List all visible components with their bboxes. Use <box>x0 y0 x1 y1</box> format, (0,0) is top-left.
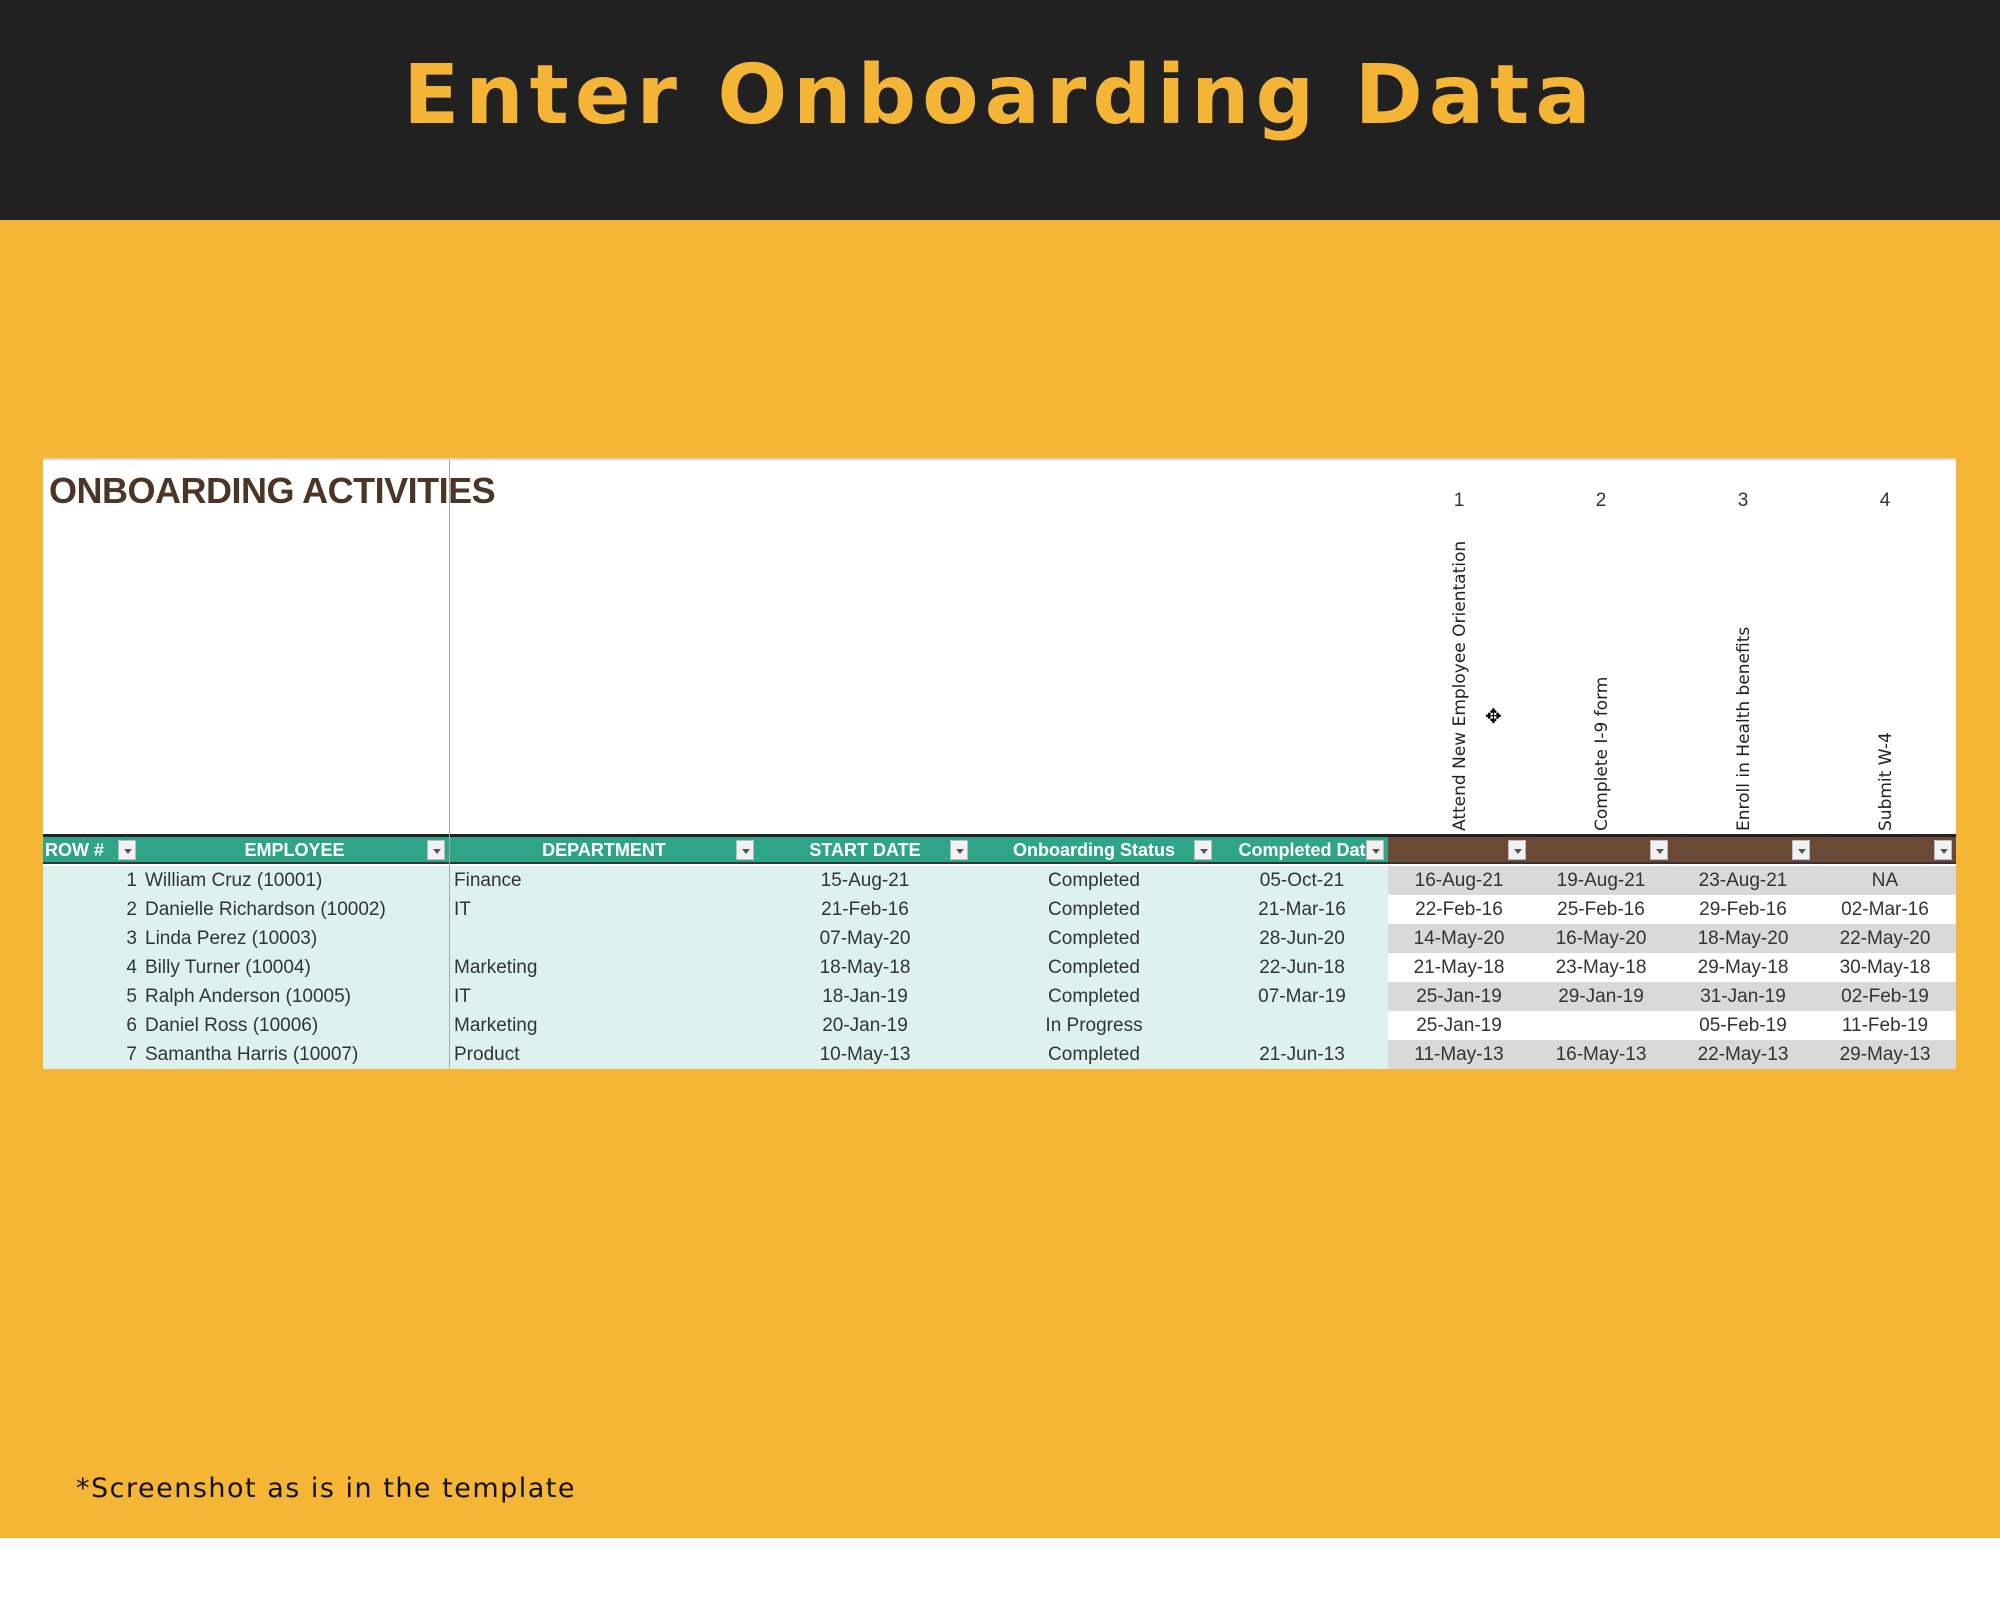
header-activity-2[interactable] <box>1530 834 1672 864</box>
filter-dropdown-icon[interactable] <box>1792 840 1810 860</box>
employee-cell[interactable]: Danielle Richardson (10002) <box>137 895 449 924</box>
footnote: *Screenshot as is in the template <box>76 1473 577 1504</box>
filter-dropdown-icon[interactable] <box>1366 840 1384 860</box>
filter-dropdown-icon[interactable] <box>1934 840 1952 860</box>
activity-label: Complete I-9 form <box>1592 676 1612 831</box>
activity-date-cell[interactable]: 31-Jan-19 <box>1672 982 1814 1011</box>
row-number-cell[interactable]: 5 <box>43 982 137 1011</box>
activity-date-cell[interactable]: 29-Jan-19 <box>1530 982 1672 1011</box>
activity-date-cell[interactable] <box>1530 1011 1672 1040</box>
activity-date-cell[interactable]: 22-May-13 <box>1672 1040 1814 1069</box>
header-activity-4[interactable] <box>1814 834 1956 864</box>
department-cell[interactable]: Product <box>450 1040 758 1069</box>
row-number-cell[interactable]: 3 <box>43 924 137 953</box>
employee-cell[interactable]: William Cruz (10001) <box>137 866 449 895</box>
header-activity-3[interactable] <box>1672 834 1814 864</box>
spreadsheet <box>43 458 1956 1067</box>
status-cell[interactable]: Completed <box>972 953 1216 982</box>
activity-date-cell[interactable]: 11-May-13 <box>1388 1040 1530 1069</box>
header-label: Onboarding Status <box>1013 840 1175 860</box>
filter-dropdown-icon[interactable] <box>1508 840 1526 860</box>
status-cell[interactable]: Completed <box>972 982 1216 1011</box>
filter-dropdown-icon[interactable] <box>427 840 445 860</box>
table-row <box>43 982 1956 1011</box>
activity-number: 1 <box>1453 490 1465 511</box>
row-number-cell[interactable]: 2 <box>43 895 137 924</box>
completed-date-cell[interactable]: 07-Mar-19 <box>1216 982 1388 1011</box>
completed-date-cell[interactable]: 21-Jun-13 <box>1216 1040 1388 1069</box>
employee-cell[interactable]: Ralph Anderson (10005) <box>137 982 449 1011</box>
department-cell[interactable]: Marketing <box>450 1011 758 1040</box>
start-date-cell[interactable]: 18-May-18 <box>758 953 972 982</box>
header-employee[interactable] <box>140 834 449 864</box>
filter-dropdown-icon[interactable] <box>1650 840 1668 860</box>
header-label: EMPLOYEE <box>244 840 345 860</box>
start-date-cell[interactable]: 21-Feb-16 <box>758 895 972 924</box>
activity-date-cell[interactable]: 16-May-20 <box>1530 924 1672 953</box>
start-date-cell[interactable]: 15-Aug-21 <box>758 866 972 895</box>
activity-date-cell[interactable]: 29-May-13 <box>1814 1040 1956 1069</box>
status-cell[interactable]: Completed <box>972 924 1216 953</box>
activity-number: 3 <box>1737 490 1749 511</box>
header-completed-date[interactable] <box>1216 834 1388 864</box>
filter-dropdown-icon[interactable] <box>1194 840 1212 860</box>
start-date-cell[interactable]: 10-May-13 <box>758 1040 972 1069</box>
activity-date-cell[interactable]: 02-Feb-19 <box>1814 982 1956 1011</box>
row-number-cell[interactable]: 6 <box>43 1011 137 1040</box>
activity-date-cell[interactable]: 14-May-20 <box>1388 924 1530 953</box>
sheet-title: ONBOARDING ACTIVITIES <box>49 470 496 511</box>
employee-cell[interactable]: Samantha Harris (10007) <box>137 1040 449 1069</box>
activity-label: Enroll in Health benefits <box>1734 626 1754 831</box>
filter-dropdown-icon[interactable] <box>950 840 968 860</box>
activity-date-cell[interactable]: 19-Aug-21 <box>1530 866 1672 895</box>
start-date-cell[interactable]: 18-Jan-19 <box>758 982 972 1011</box>
employee-cell[interactable]: Daniel Ross (10006) <box>137 1011 449 1040</box>
row-number-cell[interactable]: 4 <box>43 953 137 982</box>
activity-date-cell[interactable]: 18-May-20 <box>1672 924 1814 953</box>
employee-cell[interactable]: Billy Turner (10004) <box>137 953 449 982</box>
status-cell[interactable]: Completed <box>972 1040 1216 1069</box>
row-number-cell[interactable]: 7 <box>43 1040 137 1069</box>
status-cell[interactable]: In Progress <box>972 1011 1216 1040</box>
header-label: DEPARTMENT <box>542 840 666 860</box>
activity-date-cell[interactable]: 21-May-18 <box>1388 953 1530 982</box>
activity-date-cell[interactable]: 22-May-20 <box>1814 924 1956 953</box>
table-row <box>43 1011 1956 1040</box>
activity-label: Submit W-4 <box>1876 732 1896 831</box>
cursor-icon: ✥ <box>1485 706 1502 728</box>
completed-date-cell[interactable]: 28-Jun-20 <box>1216 924 1388 953</box>
status-cell[interactable]: Completed <box>972 866 1216 895</box>
table-row <box>43 953 1956 982</box>
page-title: Enter Onboarding Data <box>403 48 1597 143</box>
header-start-date[interactable] <box>758 834 972 864</box>
activity-date-cell[interactable]: NA <box>1814 866 1956 895</box>
header-label: START DATE <box>809 840 921 860</box>
activity-date-cell[interactable]: 29-Feb-16 <box>1672 895 1814 924</box>
header-label: Completed Dat <box>1238 840 1366 860</box>
filter-dropdown-icon[interactable] <box>118 840 136 860</box>
activity-date-cell[interactable]: 23-May-18 <box>1530 953 1672 982</box>
activity-date-cell[interactable]: 25-Feb-16 <box>1530 895 1672 924</box>
completed-date-cell[interactable]: 22-Jun-18 <box>1216 953 1388 982</box>
department-cell[interactable]: IT <box>450 982 758 1011</box>
activity-date-cell[interactable]: 30-May-18 <box>1814 953 1956 982</box>
activity-number: 2 <box>1595 490 1607 511</box>
start-date-cell[interactable]: 07-May-20 <box>758 924 972 953</box>
table-row <box>43 866 1956 895</box>
activity-date-cell[interactable]: 11-Feb-19 <box>1814 1011 1956 1040</box>
header-onboarding-status[interactable] <box>972 834 1216 864</box>
header-row-number[interactable] <box>43 834 140 864</box>
activity-label: Attend New Employee Orientation <box>1450 540 1470 831</box>
activity-date-cell[interactable]: 23-Aug-21 <box>1672 866 1814 895</box>
table-row <box>43 895 1956 924</box>
department-cell[interactable]: IT <box>450 895 758 924</box>
department-cell[interactable] <box>450 924 758 953</box>
activity-date-cell[interactable]: 25-Jan-19 <box>1388 1011 1530 1040</box>
start-date-cell[interactable]: 20-Jan-19 <box>758 1011 972 1040</box>
completed-date-cell[interactable]: 21-Mar-16 <box>1216 895 1388 924</box>
completed-date-cell[interactable] <box>1216 1011 1388 1040</box>
completed-date-cell[interactable]: 05-Oct-21 <box>1216 866 1388 895</box>
table-row <box>43 1040 1956 1069</box>
activity-date-cell[interactable]: 16-May-13 <box>1530 1040 1672 1069</box>
activity-date-cell[interactable]: 02-Mar-16 <box>1814 895 1956 924</box>
activity-date-cell[interactable]: 16-Aug-21 <box>1388 866 1530 895</box>
department-cell[interactable]: Finance <box>450 866 758 895</box>
table-row <box>43 924 1956 953</box>
row-number-cell[interactable]: 1 <box>43 866 137 895</box>
header-department[interactable] <box>450 834 758 864</box>
employee-cell[interactable]: Linda Perez (10003) <box>137 924 449 953</box>
activity-number: 4 <box>1879 490 1891 511</box>
status-cell[interactable]: Completed <box>972 895 1216 924</box>
activity-date-cell[interactable]: 22-Feb-16 <box>1388 895 1530 924</box>
header-label: ROW # <box>45 840 105 860</box>
activity-date-cell[interactable]: 25-Jan-19 <box>1388 982 1530 1011</box>
header-activity-1[interactable] <box>1388 834 1530 864</box>
activity-date-cell[interactable]: 05-Feb-19 <box>1672 1011 1814 1040</box>
filter-dropdown-icon[interactable] <box>736 840 754 860</box>
activity-date-cell[interactable]: 29-May-18 <box>1672 953 1814 982</box>
department-cell[interactable]: Marketing <box>450 953 758 982</box>
